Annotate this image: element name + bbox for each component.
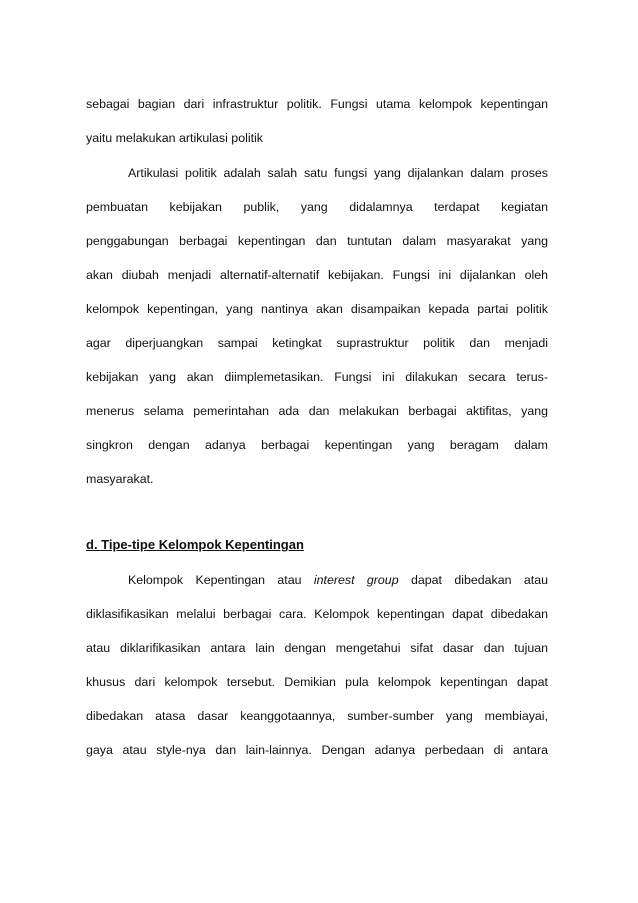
paragraph-2-line-9: singkron dengan adanya berbagai kepentingan yang beragam dalam: [86, 438, 548, 452]
paragraph-2-line-1: Artikulasi politik adalah salah satu fungsi yang dijalankan dalam proses: [128, 166, 548, 180]
paragraph-3-line-1-after: dapat dibedakan atau: [398, 573, 548, 587]
interest-group-term: interest group: [313, 573, 399, 587]
paragraph-3-line-1: [128, 572, 548, 588]
paragraph-3-line-6: gaya atau style-nya dan lain-lainnya. Dengan adanya perbedaan di antara: [86, 743, 548, 757]
section-heading: d. Tipe-tipe Kelompok Kepentingan: [86, 537, 304, 552]
paragraph-2-line-4: akan diubah menjadi alternatif-alternatif kebijakan. Fungsi ini dijalankan oleh: [86, 268, 548, 282]
paragraph-3-line-4: khusus dari kelompok tersebut. Demikian pula kelompok kepentingan dapat: [86, 675, 548, 689]
paragraph-2-line-10: masyarakat.: [86, 472, 154, 486]
paragraph-3-line-3: atau diklarifikasikan antara lain dengan mengetahui sifat dasar dan tujuan: [86, 641, 548, 655]
paragraph-2-line-2: pembuatan kebijakan publik, yang didalamnya terdapat kegiatan: [86, 200, 548, 214]
paragraph-2-line-7: kebijakan yang akan diimplemetasikan. Fungsi ini dilakukan secara terus-: [86, 370, 548, 384]
paragraph-2-line-6: agar diperjuangkan sampai ketingkat suprastruktur politik dan menjadi: [86, 336, 548, 350]
paragraph-3-line-5: dibedakan atasa dasar keanggotaannya, sumber-sumber yang membiayai,: [86, 709, 548, 723]
paragraph-2-line-5: kelompok kepentingan, yang nantinya akan disampaikan kepada partai politik: [86, 302, 548, 316]
paragraph-1-line-2: yaitu melakukan artikulasi politik: [86, 131, 263, 145]
paragraph-1-line-1: sebagai bagian dari infrastruktur politik. Fungsi utama kelompok kepentingan: [86, 97, 548, 111]
paragraph-3-line-2: diklasifikasikan melalui berbagai cara. Kelompok kepentingan dapat dibedakan: [86, 607, 548, 621]
paragraph-2-line-3: penggabungan berbagai kepentingan dan tuntutan dalam masyarakat yang: [86, 234, 548, 248]
paragraph-3-line-1-before: Kelompok Kepentingan atau: [128, 573, 314, 587]
paragraph-2-line-8: menerus selama pemerintahan ada dan melakukan berbagai aktifitas, yang: [86, 404, 548, 418]
